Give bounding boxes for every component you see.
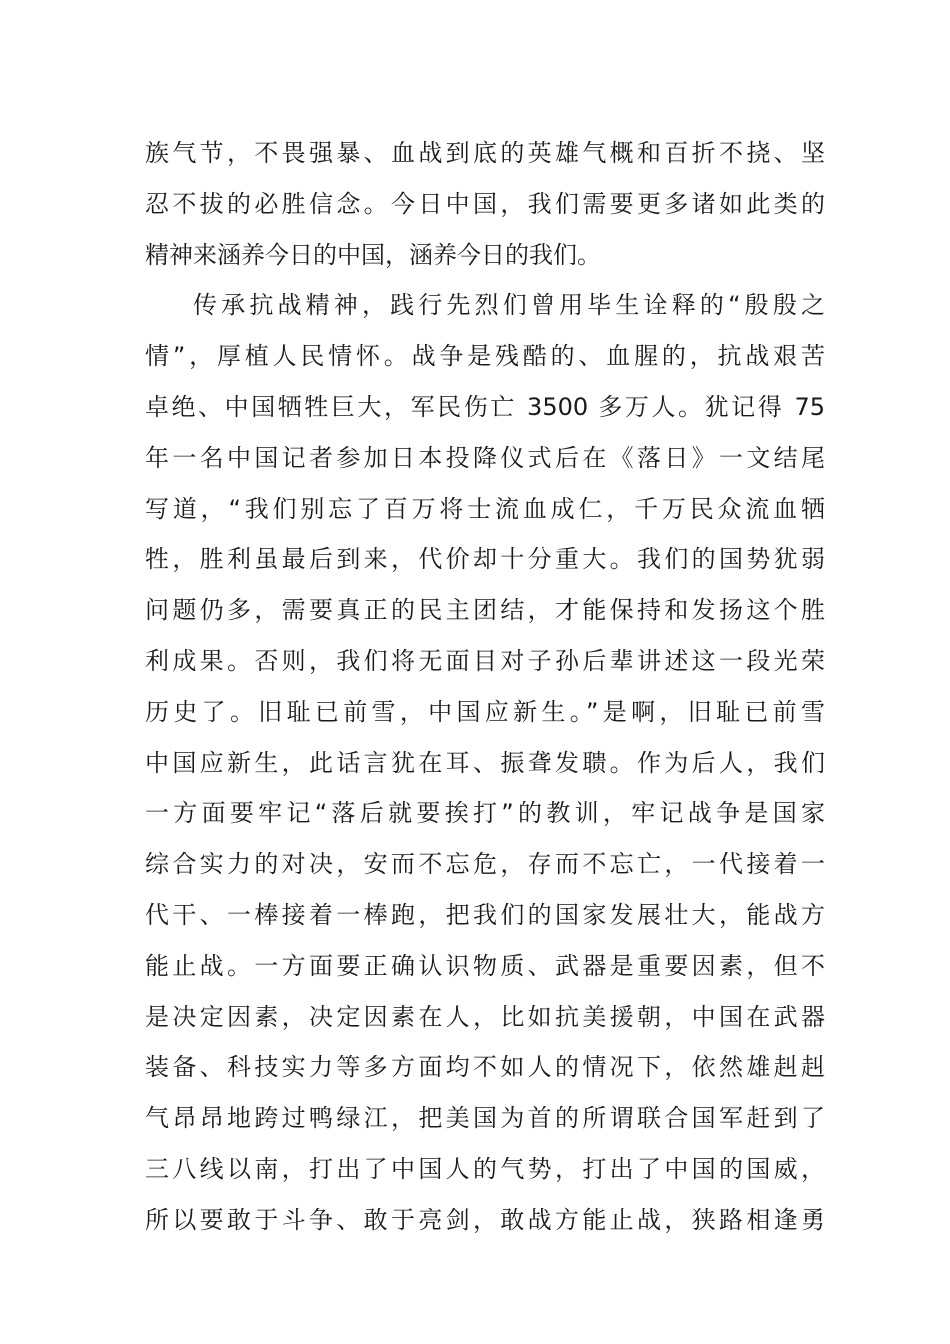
text-line: 中国应新生，此话言犹在耳、振聋发聩。作为后人，我们 xyxy=(145,748,825,777)
text-line: 传承抗战精神，践行先烈们曾用毕生诠释的“殷殷之 xyxy=(193,291,825,320)
text-line: 代干、一棒接着一棒跑，把我们的国家发展壮大，能战方 xyxy=(145,900,825,929)
text-line: 精神来涵养今日的中国，涵养今日的我们。 xyxy=(145,240,601,269)
text-line: 气昂昂地跨过鸭绿江，把美国为首的所谓联合国军赶到了 xyxy=(145,1104,825,1133)
text-line: 卓绝、中国牺牲巨大，军民伤亡 3500 多万人。犹记得 75 xyxy=(145,392,825,421)
body-text xyxy=(145,128,825,1246)
text-line: 族气节，不畏强暴、血战到底的英雄气概和百折不挠、坚 xyxy=(145,139,825,167)
text-line: 是决定因素，决定因素在人，比如抗美援朝，中国在武器 xyxy=(145,1002,825,1031)
text-line: 装备、科技实力等多方面均不如人的情况下，依然雄赳赳 xyxy=(145,1053,825,1082)
text-line: 利成果。否则，我们将无面目对子孙后辈讲述这一段光荣 xyxy=(145,646,825,675)
text-line: 能止战。一方面要正确认识物质、武器是重要因素，但不 xyxy=(145,951,825,980)
text-line: 年一名中国记者参加日本投降仪式后在《落日》一文结尾 xyxy=(145,443,825,472)
text-line: 一方面要牢记“落后就要挨打”的教训，牢记战争是国家 xyxy=(145,799,825,828)
text-line: 情”，厚植人民情怀。战争是残酷的、血腥的，抗战艰苦 xyxy=(145,342,825,371)
text-line: 所以要敢于斗争、敢于亮剑，敢战方能止战，狭路相逢勇 xyxy=(145,1205,825,1234)
text-line: 写道，“我们别忘了百万将士流血成仁，千万民众流血牺 xyxy=(145,494,825,523)
text-line: 问题仍多，需要真正的民主团结，才能保持和发扬这个胜 xyxy=(145,596,825,625)
text-line: 三八线以南，打出了中国人的气势，打出了中国的国威， xyxy=(145,1154,825,1183)
text-line: 忍不拔的必胜信念。今日中国，我们需要更多诸如此类的 xyxy=(145,189,825,218)
text-line: 历史了。旧耻已前雪，中国应新生。”是啊，旧耻已前雪 xyxy=(145,697,825,726)
text-line: 牲，胜利虽最后到来，代价却十分重大。我们的国势犹弱 xyxy=(145,545,825,574)
text-line: 综合实力的对决，安而不忘危，存而不忘亡，一代接着一 xyxy=(145,850,825,879)
